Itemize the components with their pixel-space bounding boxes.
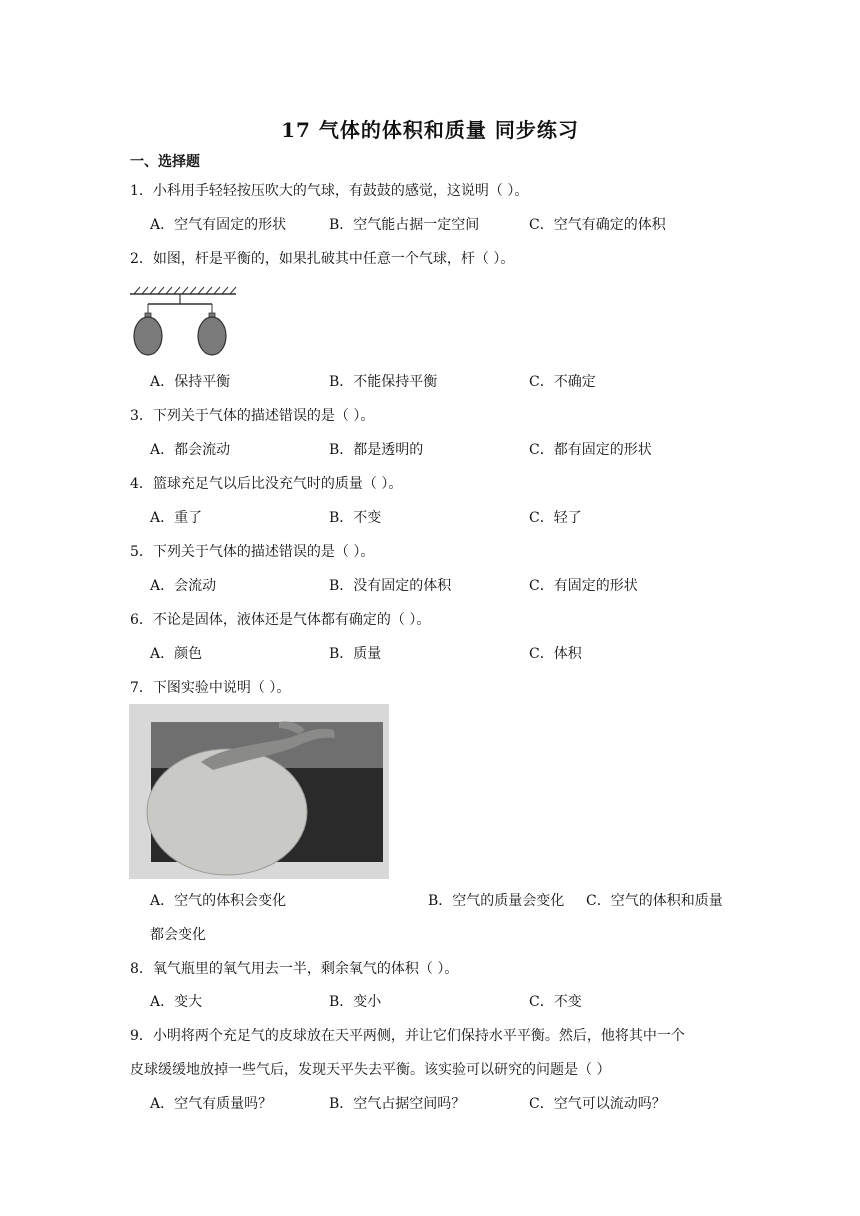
page-title: 17 气体的体积和质量 同步练习 — [281, 118, 579, 142]
question-1-option-b: B．空气能占据一定空间 — [329, 217, 480, 233]
question-7-option-b: B．空气的质量会变化 — [428, 893, 565, 909]
question-1-stem: 1．小科用手轻轻按压吹大的气球，有鼓鼓的感觉，这说明（ ）。 — [130, 183, 529, 199]
question-4-option-c: C．轻了 — [529, 510, 582, 526]
question-7-option-c: C．空气的体积和质量 — [586, 893, 723, 909]
question-5-stem: 5．下列关于气体的描述错误的是（ ）。 — [130, 544, 375, 560]
question-3-option-c: C．都有固定的形状 — [529, 442, 652, 458]
question-8-stem: 8．氧气瓶里的氧气用去一半，剩余氧气的体积（ ）。 — [130, 961, 459, 977]
question-2-option-a: A．保持平衡 — [150, 374, 231, 390]
left-balloon — [134, 317, 162, 355]
question-5-option-b: B．没有固定的体积 — [329, 578, 452, 594]
question-6-option-a: A．颜色 — [150, 646, 203, 662]
question-9-option-a: A．空气有质量吗？ — [150, 1096, 273, 1112]
question-8-option-c: C．不变 — [529, 994, 582, 1010]
question-3-option-b: B．都是透明的 — [329, 442, 424, 458]
question-6-option-b: B．质量 — [329, 646, 382, 662]
question-3-stem: 3．下列关于气体的描述错误的是（ ）。 — [130, 408, 375, 424]
question-9-option-b: B．空气占据空间吗？ — [329, 1096, 466, 1112]
question-4-option-a: A．重了 — [150, 510, 203, 526]
question-5-option-a: A．会流动 — [150, 578, 217, 594]
question-1-option-a: A．空气有固定的形状 — [150, 217, 287, 233]
question-2-option-c: C．不确定 — [529, 374, 596, 390]
question-2-option-b: B．不能保持平衡 — [329, 374, 438, 390]
question-8-option-a: A．变大 — [150, 994, 203, 1010]
question-3-option-a: A．都会流动 — [150, 442, 231, 458]
ceiling-hatch — [134, 287, 236, 294]
question-9-stem-line-1: 9．小明将两个充足气的皮球放在天平两侧，并让它们保持水平平衡。然后，他将其中一个 — [130, 1028, 685, 1044]
question-7-option-a: A．空气的体积会变化 — [150, 893, 287, 909]
question-9-option-c: C．空气可以流动吗？ — [529, 1096, 666, 1112]
question-8-option-b: B．变小 — [329, 994, 382, 1010]
question-6-stem: 6．不论是固体，液体还是气体都有确定的（ ）。 — [130, 612, 431, 628]
balloon — [147, 749, 307, 875]
question-9-stem-line-2: 皮球缓缓地放掉一些气后，发现天平失去平衡。该实验可以研究的问题是（ ） — [130, 1062, 611, 1078]
section-heading: 一、选择题 — [130, 154, 200, 170]
balance-rod-balloons-figure — [128, 284, 240, 360]
question-4-stem: 4．篮球充足气以后比没充气时的质量（ ）。 — [130, 476, 403, 492]
hand-pressing-balloon-photo — [129, 704, 389, 879]
question-2-stem: 2．如图，杆是平衡的，如果扎破其中任意一个气球，杆（ ）。 — [130, 251, 515, 267]
question-7-stem: 7．下图实验中说明（ ）。 — [130, 680, 291, 696]
question-6-option-c: C．体积 — [529, 646, 582, 662]
question-7-option-c-continued: 都会变化 — [150, 927, 206, 943]
question-1-option-c: C．空气有确定的体积 — [529, 217, 666, 233]
right-balloon — [198, 317, 226, 355]
question-5-option-c: C．有固定的形状 — [529, 578, 638, 594]
question-4-option-b: B．不变 — [329, 510, 382, 526]
